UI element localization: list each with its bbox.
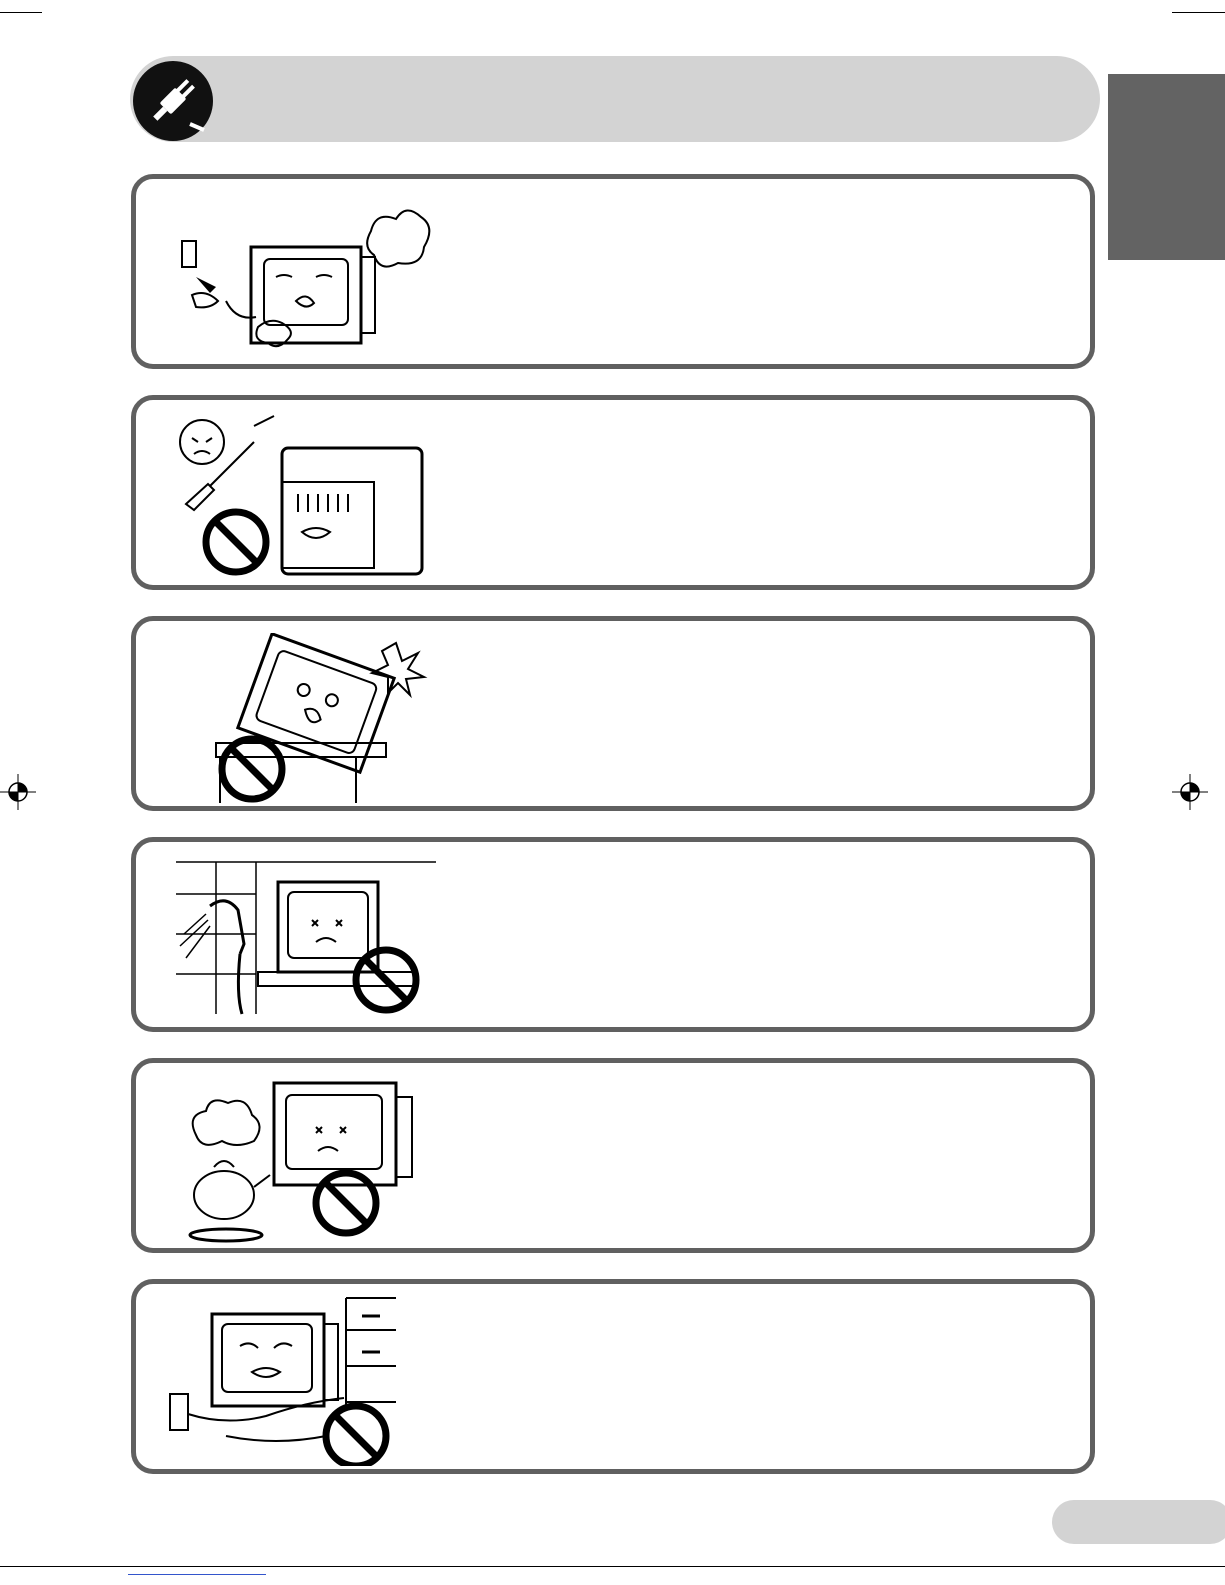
tv-steam-kettle-prohibited-icon (166, 1075, 436, 1245)
power-plug-icon (132, 60, 214, 142)
warning-card (131, 837, 1095, 1032)
warning-card (131, 1279, 1095, 1474)
warning-card (131, 616, 1095, 811)
page-number-pill (1052, 1500, 1225, 1544)
tv-smoking-unplug-icon (166, 191, 436, 361)
crop-line (0, 1566, 1225, 1567)
tv-disassembly-prohibited-icon (166, 412, 436, 582)
crop-mark (1172, 12, 1225, 13)
registration-mark-icon (0, 774, 36, 810)
warning-card (131, 1058, 1095, 1253)
crop-mark (0, 12, 42, 13)
warning-card (131, 174, 1095, 369)
section-header-bar (130, 56, 1100, 142)
tv-cord-pinched-prohibited-icon (166, 1296, 436, 1466)
side-tab (1108, 74, 1225, 260)
registration-mark-icon (1172, 774, 1208, 810)
warning-card (131, 395, 1095, 590)
tv-bathroom-moisture-prohibited-icon (166, 854, 436, 1024)
tv-unstable-surface-prohibited-icon (166, 633, 436, 803)
footer-link-underline (128, 1574, 266, 1575)
